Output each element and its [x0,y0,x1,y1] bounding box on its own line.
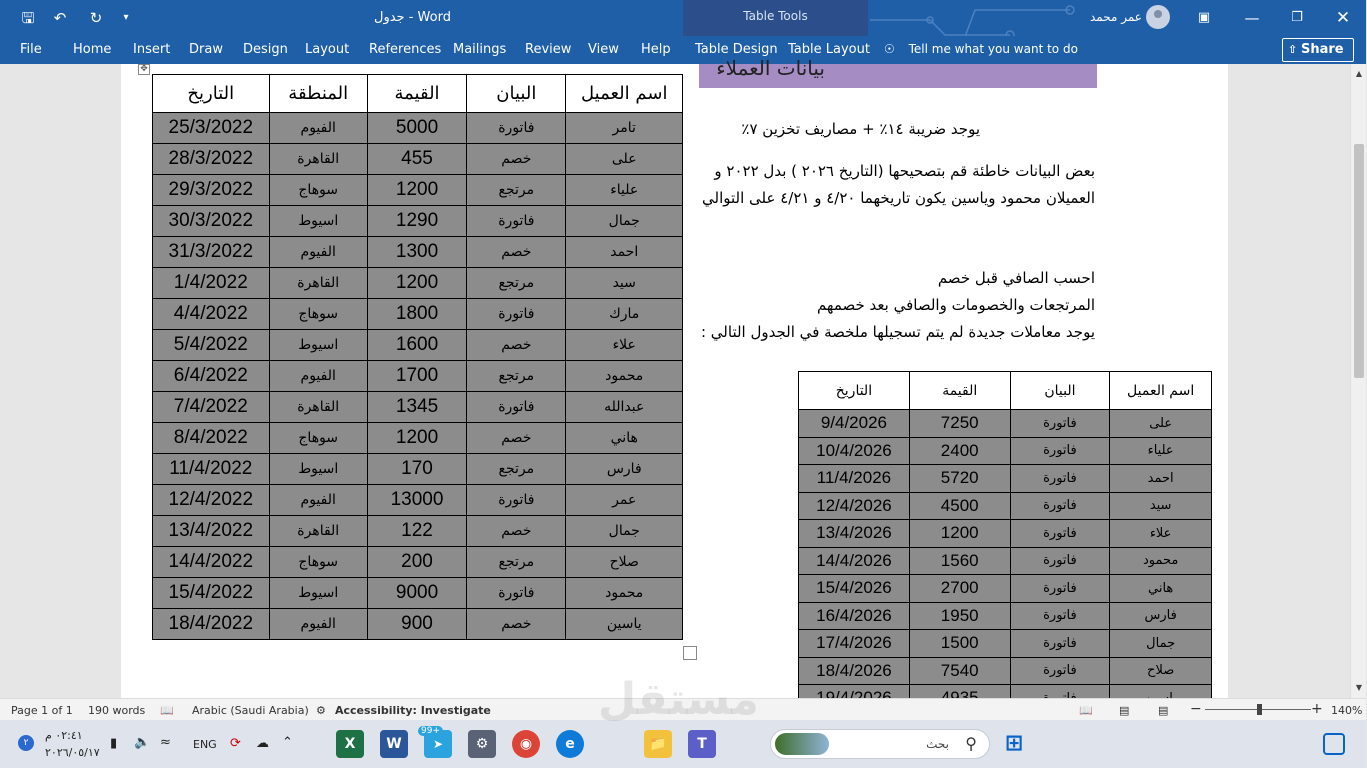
new-table-header-row [799,372,1212,410]
cell-region[interactable]: اسيوط [269,330,367,361]
new-table-row [799,575,1212,603]
tab-table-layout[interactable]: Table Layout [788,42,870,57]
cell-value[interactable]: 122 [367,516,466,547]
volume-icon[interactable]: 🔈 [134,735,151,750]
table-row [153,423,683,454]
clock-date[interactable]: ٢٠٢٦/٠٥/١٧ [45,746,100,759]
table-row [153,609,683,640]
new-cell-value[interactable]: 7540 [909,657,1010,685]
scroll-thumb[interactable] [1354,144,1364,378]
cell-customer[interactable]: عمر [566,485,683,516]
header-description[interactable]: البيان [467,75,566,113]
new-cell-date[interactable]: 9/4/2026 [799,410,910,438]
new-cell-description[interactable]: فاتورة [1010,575,1110,603]
zoom-out-icon[interactable]: − [1190,701,1202,717]
settings-icon[interactable]: ⚙ [468,730,496,758]
word-count[interactable]: 190 words [88,704,146,717]
accessibility-icon: ⚙ [316,704,326,717]
cell-value[interactable]: 1200 [367,268,466,299]
table-row [153,206,683,237]
watermark: مستقل [598,674,759,725]
cell-description[interactable]: خصم [467,516,566,547]
new-cell-date[interactable]: 10/4/2026 [799,437,910,465]
cell-customer[interactable]: علاء [566,330,683,361]
new-cell-date[interactable]: 13/4/2026 [799,520,910,548]
cell-description[interactable]: خصم [467,144,566,175]
cell-description[interactable]: فاتورة [467,578,566,609]
new-cell-description[interactable]: فاتورة [1010,547,1110,575]
header-customer[interactable]: اسم العميل [566,75,683,113]
zoom-in-icon[interactable]: + [1311,701,1323,717]
new-cell-value[interactable]: 1500 [909,630,1010,658]
new-cell-customer[interactable]: علاء [1110,520,1212,548]
user-avatar[interactable] [1146,5,1170,29]
cell-value[interactable]: 1700 [367,361,466,392]
cell-date[interactable]: 31/3/2022 [153,237,270,268]
telegram-icon[interactable]: ➤ [424,730,452,758]
cell-description[interactable]: خصم [467,609,566,640]
new-cell-description[interactable]: فاتورة [1010,520,1110,548]
minimize-icon[interactable]: — [1244,9,1260,27]
new-cell-value[interactable]: 2400 [909,437,1010,465]
search-icon: ⚲ [965,734,977,753]
cell-value[interactable]: 1345 [367,392,466,423]
cell-value[interactable]: 455 [367,144,466,175]
read-mode-icon[interactable]: 📖 [1079,704,1093,717]
telegram-badge: 99+ [418,726,443,736]
tell-me-search[interactable] [884,42,1078,56]
start-icon[interactable]: ⊞ [1004,731,1024,756]
table-row [153,330,683,361]
windows-taskbar [0,720,1366,768]
new-cell-description[interactable]: فاتورة [1010,465,1110,493]
cell-date[interactable]: 8/4/2022 [153,423,270,454]
search-highlight-image [775,733,829,755]
new-cell-value[interactable]: 1950 [909,602,1010,630]
tell-me-label: Tell me what you want to do [908,42,1078,56]
notification-badge[interactable]: ٢ [18,735,34,751]
teams-icon[interactable]: T [688,730,716,758]
cell-value[interactable]: 200 [367,547,466,578]
cell-customer[interactable]: هاني [566,423,683,454]
share-label: Share [1301,42,1344,57]
new-cell-customer[interactable]: محمود [1110,547,1212,575]
new-header-value[interactable]: القيمة [909,372,1010,410]
cell-date[interactable]: 1/4/2022 [153,268,270,299]
cell-value[interactable]: 1600 [367,330,466,361]
cell-value[interactable]: 1800 [367,299,466,330]
table-row [153,485,683,516]
excel-icon[interactable]: X [336,730,364,758]
cell-customer[interactable]: مارك [566,299,683,330]
new-table-row [799,602,1212,630]
cell-customer[interactable]: جمال [566,206,683,237]
cell-region[interactable]: القاهرة [269,268,367,299]
chrome-icon[interactable]: ◉ [512,730,540,758]
cell-description[interactable]: خصم [467,423,566,454]
table-row [153,237,683,268]
section-heading[interactable] [699,56,1097,88]
new-cell-date[interactable]: 12/4/2026 [799,492,910,520]
save-icon[interactable]: 🖫 [21,9,35,27]
tab-view[interactable]: View [588,42,619,57]
heading-text: بيانات العملاء [716,56,825,80]
cell-description[interactable]: مرتجع [467,268,566,299]
cell-region[interactable]: اسيوط [269,578,367,609]
show-desktop-icon[interactable] [1323,733,1345,755]
cell-date[interactable]: 4/4/2022 [153,299,270,330]
file-explorer-icon[interactable]: 📁 [644,730,672,758]
tab-help[interactable]: Help [641,42,671,57]
tab-file[interactable]: File [20,42,42,57]
cell-description[interactable]: فاتورة [467,206,566,237]
new-table-row [799,630,1212,658]
vertical-scrollbar[interactable] [1350,64,1366,698]
table-resize-handle[interactable] [683,646,697,660]
new-cell-date[interactable]: 14/4/2026 [799,547,910,575]
cell-date[interactable]: 7/4/2022 [153,392,270,423]
cell-value[interactable]: 1200 [367,175,466,206]
cell-region[interactable]: اسيوط [269,206,367,237]
tab-mailings[interactable]: Mailings [453,42,507,57]
new-transactions-table[interactable] [798,371,1212,713]
cell-region[interactable]: الفيوم [269,113,367,144]
cell-customer[interactable]: احمد [566,237,683,268]
new-table-row [799,547,1212,575]
table-row [153,299,683,330]
search-placeholder: بحث [926,737,949,751]
task-line-3[interactable]: يوجد معاملات جديدة لم يتم تسجيلها ملخصة في الجدول التالي : [700,323,1095,341]
user-name[interactable]: عمر محمد [1090,10,1142,24]
table-tools-label: Table Tools [743,9,808,23]
new-cell-value[interactable]: 2700 [909,575,1010,603]
cell-customer[interactable]: عبدالله [566,392,683,423]
new-cell-description[interactable]: فاتورة [1010,630,1110,658]
cell-customer[interactable]: تامر [566,113,683,144]
cell-description[interactable]: فاتورة [467,392,566,423]
new-cell-description[interactable]: فاتورة [1010,492,1110,520]
cell-description[interactable]: خصم [467,237,566,268]
new-cell-date[interactable]: 17/4/2026 [799,630,910,658]
customers-table[interactable] [152,74,683,640]
cell-date[interactable]: 12/4/2022 [153,485,270,516]
cell-date[interactable]: 5/4/2022 [153,330,270,361]
cell-value[interactable]: 1300 [367,237,466,268]
share-button[interactable] [1282,38,1354,62]
cell-date[interactable]: 18/4/2022 [153,609,270,640]
new-cell-description[interactable]: فاتورة [1010,410,1110,438]
table-row [153,361,683,392]
new-cell-date[interactable]: 15/4/2026 [799,575,910,603]
ribbon-tabs [0,36,1366,64]
cell-region[interactable]: القاهرة [269,392,367,423]
cell-value[interactable]: 900 [367,609,466,640]
cell-description[interactable]: فاتورة [467,299,566,330]
redo-icon[interactable]: ↻ [89,9,103,27]
cell-value[interactable]: 1200 [367,423,466,454]
cell-region[interactable]: القاهرة [269,516,367,547]
input-language[interactable]: ENG [193,738,217,751]
close-icon[interactable]: ✕ [1335,8,1351,28]
new-cell-date[interactable]: 16/4/2026 [799,602,910,630]
lightbulb-icon: ☉ [884,42,895,56]
page-count[interactable]: Page 1 of 1 [11,704,73,717]
tab-design[interactable]: Design [243,42,288,57]
new-header-description[interactable]: البيان [1010,372,1110,410]
new-cell-customer[interactable]: جمال [1110,630,1212,658]
cell-region[interactable]: سوهاج [269,423,367,454]
new-cell-description[interactable]: فاتورة [1010,602,1110,630]
scroll-up-icon[interactable]: ▲ [1355,69,1363,78]
cell-region[interactable]: سوهاج [269,299,367,330]
cell-region[interactable]: الفيوم [269,609,367,640]
table-row [153,144,683,175]
new-header-date[interactable]: التاريخ [799,372,910,410]
new-cell-customer[interactable]: صلاح [1110,657,1212,685]
cell-customer[interactable]: علياء [566,175,683,206]
cell-description[interactable]: فاتورة [467,113,566,144]
cell-region[interactable]: الفيوم [269,485,367,516]
cell-value[interactable]: 9000 [367,578,466,609]
table-row [153,175,683,206]
tab-insert[interactable]: Insert [133,42,171,57]
tab-home[interactable]: Home [73,42,112,57]
cell-customer[interactable]: ياسين [566,609,683,640]
edge-icon[interactable]: e [556,730,584,758]
cell-customer[interactable]: محمود [566,361,683,392]
cell-description[interactable]: مرتجع [467,454,566,485]
new-cell-customer[interactable]: هاني [1110,575,1212,603]
new-cell-value[interactable]: 5720 [909,465,1010,493]
cell-date[interactable]: 6/4/2022 [153,361,270,392]
cell-region[interactable]: سوهاج [269,175,367,206]
share-icon: ⇧ [1288,43,1298,56]
new-cell-value[interactable]: 1200 [909,520,1010,548]
cell-region[interactable]: القاهرة [269,144,367,175]
header-date[interactable]: التاريخ [153,75,270,113]
cell-customer[interactable]: محمود [566,578,683,609]
tab-references[interactable]: References [369,42,442,57]
tab-table-design[interactable]: Table Design [695,42,778,57]
table-row [153,516,683,547]
new-cell-description[interactable]: فاتورة [1010,437,1110,465]
wifi-icon[interactable]: ≈ [160,735,171,750]
cell-region[interactable]: الفيوم [269,237,367,268]
cell-date[interactable]: 11/4/2022 [153,454,270,485]
print-layout-icon[interactable]: ▤ [1119,704,1130,717]
network-icon[interactable]: ☁ [256,736,269,751]
tab-layout[interactable]: Layout [305,42,350,57]
new-table-row [799,465,1212,493]
cell-value[interactable]: 170 [367,454,466,485]
tab-draw[interactable]: Draw [189,42,223,57]
cell-date[interactable]: 15/4/2022 [153,578,270,609]
new-cell-value[interactable]: 4500 [909,492,1010,520]
new-cell-customer[interactable]: سيد [1110,492,1212,520]
cell-region[interactable]: اسيوط [269,454,367,485]
proofing-icon[interactable]: 📖 [160,704,174,717]
document-title: جدول - Word [374,10,451,25]
tab-review[interactable]: Review [525,42,572,57]
customize-qat-icon[interactable]: ▾ [123,12,129,23]
word-icon[interactable]: W [380,730,408,758]
web-layout-icon[interactable]: ▤ [1158,704,1169,717]
taskbar-search[interactable] [770,729,990,759]
cell-description[interactable]: مرتجع [467,361,566,392]
accessibility-status[interactable]: Accessibility: Investigate [335,704,491,717]
table-header-row [153,75,683,113]
cell-description[interactable]: فاتورة [467,485,566,516]
chevron-up-icon[interactable]: ⌃ [282,735,293,750]
cell-customer[interactable]: سيد [566,268,683,299]
zoom-level[interactable]: 140% [1331,704,1363,717]
cell-customer[interactable]: فارس [566,454,683,485]
header-region[interactable]: المنطقة [269,75,367,113]
table-row [153,454,683,485]
table-row [153,547,683,578]
new-cell-description[interactable]: فاتورة [1010,657,1110,685]
cell-value[interactable]: 1290 [367,206,466,237]
table-row [153,113,683,144]
task-line-1[interactable]: احسب الصافي قبل خصم [937,269,1095,287]
correction-paragraph[interactable]: بعض البيانات خاطئة قم بتصحيحها (التاريخ ٢٠٢٦ ) بدل ٢٠٢٢ و العميلان محمود وياسين يكون تاريخهما ٤/٢٠ و ٤/٢١ على التوالي [702,162,1095,207]
document-area[interactable] [0,56,1350,698]
new-cell-value[interactable]: 1560 [909,547,1010,575]
new-cell-date[interactable]: 18/4/2026 [799,657,910,685]
new-header-customer[interactable]: اسم العميل [1110,372,1212,410]
new-table-row [799,492,1212,520]
cell-value[interactable]: 13000 [367,485,466,516]
cell-date[interactable]: 25/3/2022 [153,113,270,144]
new-cell-customer[interactable]: علياء [1110,437,1212,465]
sync-icon[interactable]: ⟳ [230,736,241,751]
cell-description[interactable]: مرتجع [467,547,566,578]
cell-value[interactable]: 5000 [367,113,466,144]
table-row [153,268,683,299]
maximize-icon[interactable]: ❐ [1291,10,1303,25]
new-cell-customer[interactable]: فارس [1110,602,1212,630]
cell-date[interactable]: 28/3/2022 [153,144,270,175]
cell-date[interactable]: 29/3/2022 [153,175,270,206]
undo-icon[interactable]: ↶ [53,9,67,27]
ribbon-display-icon[interactable]: ▣ [1197,10,1211,25]
new-cell-value[interactable]: 7250 [909,410,1010,438]
clock-time[interactable]: ٠٢:٤١ م [45,729,83,742]
cell-description[interactable]: خصم [467,330,566,361]
new-table-row [799,410,1212,438]
cell-description[interactable]: مرتجع [467,175,566,206]
cell-date[interactable]: 14/4/2022 [153,547,270,578]
battery-icon[interactable]: ▮ [110,736,118,751]
new-cell-customer[interactable]: على [1110,410,1212,438]
table-row [153,392,683,423]
scroll-down-icon[interactable]: ▼ [1355,683,1363,692]
new-table-row [799,520,1212,548]
table-row [153,578,683,609]
cell-region[interactable]: الفيوم [269,361,367,392]
tax-paragraph[interactable]: يوجد ضريبة ١٤٪ + مصاريف تخزين ٧٪ [741,120,980,138]
table-move-handle[interactable]: ✥ [138,64,150,75]
new-table-row [799,657,1212,685]
task-line-2[interactable]: المرتجعات والخصومات والصافي بعد خصمهم [816,296,1095,314]
new-cell-customer[interactable]: احمد [1110,465,1212,493]
cell-customer[interactable]: على [566,144,683,175]
new-table-row [799,437,1212,465]
cell-customer[interactable]: جمال [566,516,683,547]
cell-region[interactable]: سوهاج [269,547,367,578]
header-value[interactable]: القيمة [367,75,466,113]
cell-date[interactable]: 13/4/2022 [153,516,270,547]
cell-date[interactable]: 30/3/2022 [153,206,270,237]
cell-customer[interactable]: صلاح [566,547,683,578]
zoom-slider-knob[interactable] [1257,704,1262,715]
new-cell-date[interactable]: 11/4/2026 [799,465,910,493]
language-indicator[interactable]: Arabic (Saudi Arabia) [192,704,309,717]
